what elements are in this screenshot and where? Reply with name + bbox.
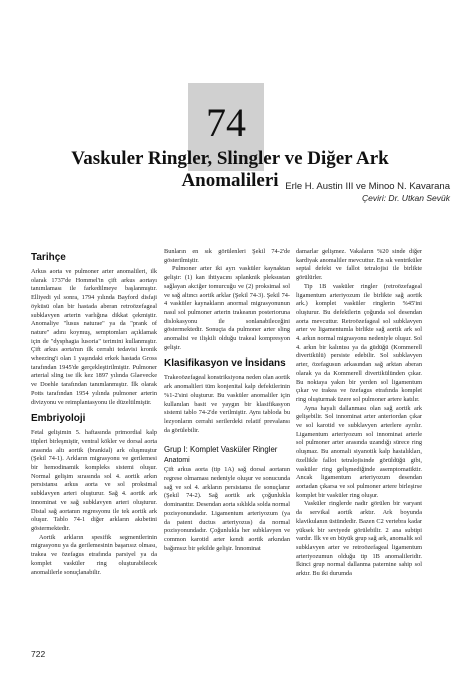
paragraph: Trakeoözefageal konstriksiyona neden olan aortik ark anomalileri tüm konjenital kalp defektlerinin %1-2'sini oluşturur. Bu vasküler anomaliler için kullanılan basit ve yaygın bir klasifikasyon sistemi tablo 74-2'de verilmiştir. Aynı tabloda bu lezyonların cerrahi serilerdeki relatif prevalansı da görülebilir. bbox=[164, 374, 290, 434]
subsection-heading-grup1: Grup I: Komplet Vasküler Ringler bbox=[164, 445, 278, 455]
page-number: 722 bbox=[31, 649, 46, 659]
chapter-translator: Çeviri: Dr. Utkan Sevük bbox=[361, 193, 450, 203]
paragraph: Aortik arkların spesifik segmentlerinin migrasyonu ya da gerilemesinin başarısız olması, trakea ve özefagus etrafında parsiyel ya da komplet vasküler ring oluşturabilecek anomalilerle sonuçlanabilir. bbox=[31, 533, 157, 576]
paragraph: Tip 1B vasküler ringler (retroözefageal ligamentum arteriyozum ile birlikte sağ aortik ark.) komplet vasküler ringlerin %45'ini oluşturur. Bu defektlerin çoğunda sol desendan aorta mevcuttur. Retroözefageal sol subklavyen arter ve ligamentumla birlikte sağ aortik ark sol 4. arkın normal migrasyonu nedeniyle oluşur. Sol 4. arkın bir kalıntısı ya da güdüğü (Kommerell divertikülü) persiste edebilir. Sol subklavyen arter, özefagusun arkasından sağ arktan aberan olarak ya da Kommerell divertikülünden çıkar. Bu noktaya yakın bir yerden sol ligamentum çıkar ve trakea ve özefagus etrafında komplet ring oluşturmak üzere sol pulmoner artere katılır. bbox=[296, 282, 422, 403]
paragraph: Çift arkus aorta (tip 1A) sağ dorsal aortanın regrese olmaması nedeniyle oluşur ve sonucunda sağ ve sol 4. arkların persistansı ile sonuçlanır (Şekil 74-2). Sağ aortik ark çoğunlukla dominanttır. Desendan aorta sıklıkla solda normal pozisyonundadır. Ligamentum arteriyozum (ya da patent ductus arteriyozus) da normal pozisyonundadır. Çoğunlukla her subklavyen ve common karotid arter kendi aortik arkından bağımsız bir şekilde gelişir. İnnominat bbox=[164, 466, 290, 552]
section-heading-embriyoloji: Embriyoloji bbox=[31, 413, 86, 425]
paragraph: Vasküler ringlerde nadir görülen bir varyant da servikal aortik arktır. Ark boyunda klavikulanın üstündedir. Bazen C2 vertebra kadar yüksek bir seviyede görülebilir. 2 ana subtipi vardır. İlk ve en büyük grup sağ ark, anomalik sol subklavyen arter ve retroözefageal ligamentum arteriyozumun olduğu tip 1B anomalileridir. İkinci grup normal dallanma paternine sahip sol arktır. Bu iki durumda bbox=[296, 500, 422, 578]
chapter-authors: Erle H. Austin III ve Minoo N. Kavarana bbox=[285, 181, 450, 192]
paragraph: Ayna hayali dallanması olan sağ aortik ark gelişebilir. Sol innominat arter anteriordan çıkar ve sol karotid ve subklavyen arterlere ayrılır. Ligamentum arteriyozum sol innominat arterle sol pulmoner arter arasında uzandığı sürece ring oluşmaz. Bu anomali siyanotik kalp hastalıkları, özellikle fallot tetralojisinde görüldüğü gibi, vasküler ring gelişmediğinde asemptomatiktir. Ancak ligamentum arteriyozum desendan aortadan çıkarsa ve sol pulmoner artere birleşirse komplet bir vasküler ring oluşur. bbox=[296, 404, 422, 499]
section-heading-tarihce: Tarihçe bbox=[31, 252, 66, 263]
text-column-middle bbox=[164, 242, 290, 668]
chapter-number: 74 bbox=[206, 100, 246, 145]
text-column-left bbox=[31, 242, 157, 668]
subsubsection-heading-anatomi: Anatomi bbox=[164, 457, 190, 465]
paragraph: Bunların en sık görülenleri Şekil 74-2'de gösterilmiştir. bbox=[164, 248, 290, 264]
paragraph: Pulmoner arter iki ayrı vasküler kaynaktan gelişir: (1) kan ihtiyacını splanknik pleksustan sağlayan akciğer tomurcuğu ve (2) proksimal sol ve sağ altıncı aortik arklar (Şekil 74-3). Şekil 74-4 vasküler kaynakların anormal migrasyonunun nasıl sol pulmoner arterin trakeanın posterioruna dislokasyonu ile sonlanabileceğini göstermektedir. Sonuçta da pulmoner arter sling anomalisi ve ilişkili olduğu trakeal kompresyon gelişir. bbox=[164, 265, 290, 351]
chapter-title: Vaskuler Ringler, Slingler ve Diğer Ark Anomalileri bbox=[71, 148, 389, 191]
section-heading-klasifikasyon: Klasifikasyon ve İnsidans bbox=[164, 358, 286, 370]
paragraph: damarlar gelişmez. Vakaların %20 sinde diğer kardiyak anomaliler mevcuttur. En sık ventriküler septal defekt ve fallot tetralojisi ile birlikte görülürler. bbox=[296, 248, 422, 282]
text-column-right bbox=[296, 242, 422, 668]
paragraph: Arkus aorta ve pulmoner arter anomalileri, ilk olarak 1737'de Hommel'in çift arkus aortayı tanımlaması ile farkedilmeye başlanmıştır. Elliyedi yıl sonra, 1794 yılında Bayford disfaji öyküsü olan bir hastada aberan retroözefageal subklavyen arterin varlığına dikkat çekmiştir. Anomaliye "lusus naturae" ya da "prank of nature" adını koymuş, semptomları açıklamak için de "dysphagia lusoria" terimini kullanmıştır. Çift arkus aorta'nın ilk cerrahi tedavisi kronik wheezing'i olan 1 yaşındaki erkek hastada Gross tarafından 1945'de gerçekleştirilmiştir. Pulmoner arterial sling ise ilk kez 1897 yılında Glaevecke ve Doehle tarafından tanımlanmıştır. İlk olarak Potts tarafından 1954 yılında pulmoner arterin divizyonu ve reimplantasyonu ile düzeltilmiştir. bbox=[31, 268, 157, 406]
paragraph: Fetal gelişimin 5. haftasında primordial kalp tüpleri birleşmiştir, ventral kökler ve dorsal aorta arasında altı aortik (brankial) ark oluşmuştur (Şekil 74-1). Arkların migrasyonu ve gerilemesi bir hemodinamik kompleks sistemi oluşur. Normal gelişim sırasında sol 4. aortik arkın persistansı arkus aorta ve sol proksimal subklavyen arteri oluşturur. Sağ 4. aortik ark innominat ve sağ subklavyen arteri oluşturur. Distal sağ aortanın regresyonu ile tek aortik ark oluşur. Tablo 74-1 diğer arkların akıbetini göstermektedir. bbox=[31, 429, 157, 532]
